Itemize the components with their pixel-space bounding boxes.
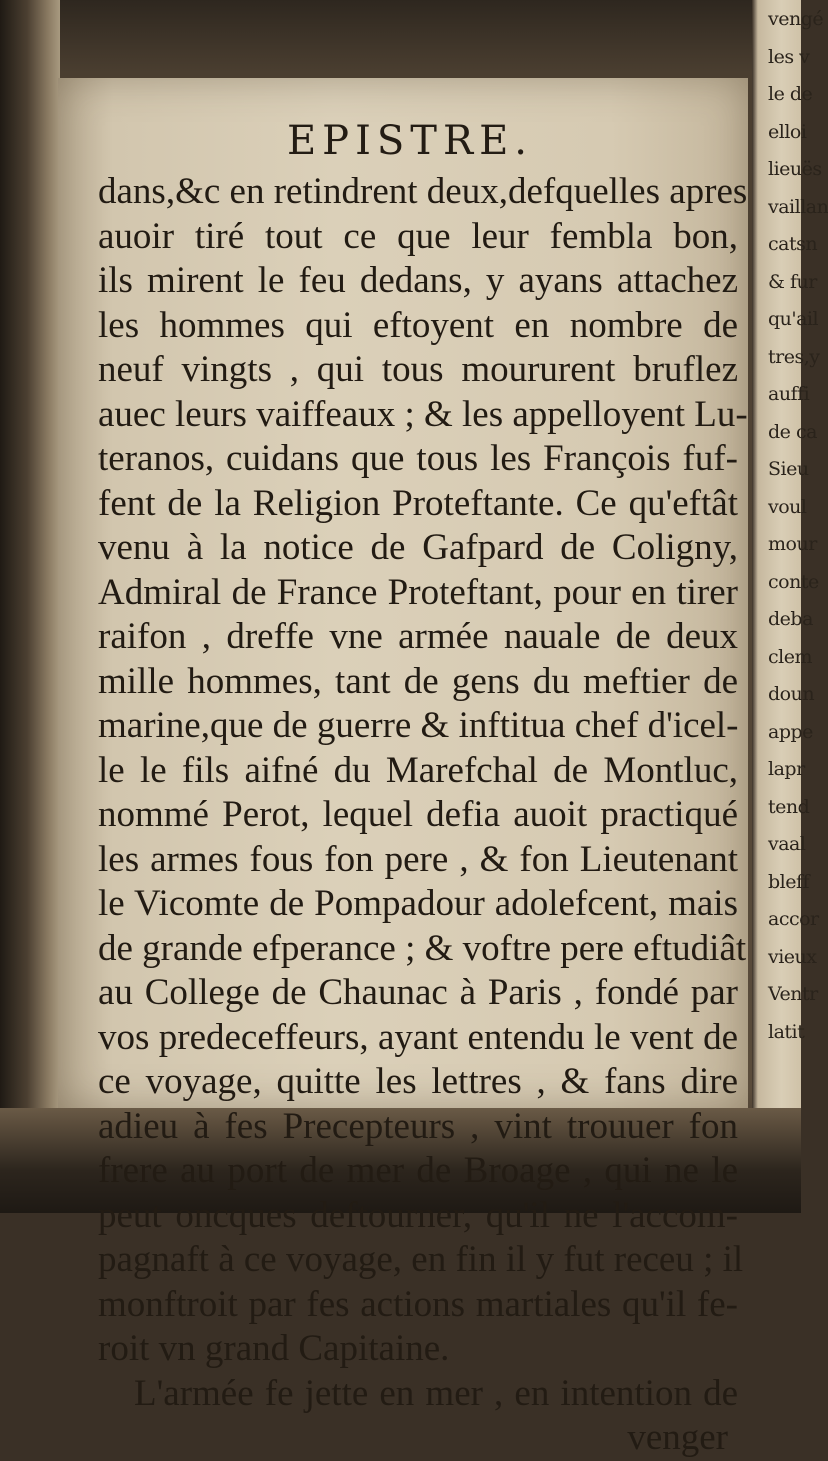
text-line: L'armée fe jette en mer , en intention de (134, 1372, 738, 1414)
text-line: frere au port de mer de Broage , qui ne le (98, 1150, 738, 1191)
adjacent-page-fragment: Ventr (768, 983, 818, 1005)
text-line: de grande efperance ; & voftre pere eftudiât (98, 927, 747, 969)
adjacent-page-fragment: lapr (768, 758, 805, 780)
adjacent-page-fragment: latit (768, 1020, 805, 1043)
adjacent-page-fragment: doun (768, 683, 815, 705)
adjacent-page (752, 0, 828, 1213)
text-line: auoir tiré tout ce que leur fembla bon, (98, 215, 738, 257)
adjacent-page-fragment: elloi (768, 120, 807, 143)
adjacent-page-fragment: les v (768, 45, 810, 68)
text-line: dans,&c en retindrent deux,defquelles apres (98, 171, 748, 212)
text-line: Admiral de France Proteftant, pour en tirer (98, 571, 738, 613)
adjacent-page-fragment: vaal (768, 833, 806, 855)
adjacent-page-fragment: & fur (768, 270, 817, 293)
adjacent-page-fragment: accor (768, 908, 819, 930)
text-line: pagnaft à ce voyage, en fin il y fut receu ; il (98, 1239, 744, 1280)
adjacent-page-fragment: le de (768, 83, 813, 105)
text-line: roit vn grand Capitaine. (98, 1328, 450, 1369)
text-line: vos predeceffeurs, ayant entendu le vent de (98, 1016, 738, 1058)
text-line: raifon , dreffe vne armée nauale de deux (98, 616, 738, 657)
adjacent-page-fragment: lieuës (768, 158, 822, 180)
text-line: ce voyage, quitte les lettres , & fans dire (98, 1061, 738, 1102)
text-line: le le fils aifné du Marefchal de Montluc, (98, 749, 738, 791)
text-line: teranos, cuidans que tous les François fuf- (98, 438, 738, 479)
adjacent-page-fragment: qu'ail (768, 308, 819, 330)
adjacent-page-fragment: catsn (768, 233, 818, 255)
body-text (98, 170, 748, 1461)
text-line: mille hommes, tant de gens du meftier de (98, 660, 738, 702)
text-line: peut oncques deftourner, qu'il ne l'accom- (98, 1194, 738, 1236)
adjacent-page-fragment: deba (768, 608, 813, 630)
text-line: au College de Chaunac à Paris , fondé par (98, 972, 738, 1013)
adjacent-page-fragment: de ca (768, 420, 817, 443)
text-line: marine,que de guerre & inftitua chef d'icel- (98, 705, 739, 746)
adjacent-page-fragment: appe (768, 720, 813, 743)
text-line: adieu à fes Precepteurs , vint trouuer fon (98, 1105, 738, 1147)
text-line: auec leurs vaiffeaux ; & les appelloyent Lu- (98, 393, 748, 435)
adjacent-page-fragment: bleff (768, 870, 810, 893)
adjacent-page-fragment: vaillan (768, 195, 828, 218)
adjacent-page-fragment: voul (768, 495, 807, 518)
text-line: nommé Perot, lequel defia auoit practiqué (98, 794, 738, 835)
text-line: neuf vingts , qui tous moururent bruflez (98, 349, 738, 390)
text-line: venu à la notice de Gafpard de Coligny, (98, 527, 738, 568)
catchword: venger (627, 1417, 728, 1458)
book-gutter (0, 0, 60, 1213)
adjacent-page-fragment: tend (768, 795, 810, 818)
adjacent-page-fragment: tres,y (768, 345, 820, 368)
adjacent-page-fragment: vengé (768, 8, 824, 30)
adjacent-page-fragment: mour (768, 533, 817, 555)
adjacent-page-fragment: conte (768, 570, 819, 593)
adjacent-page-fragment: vieux (768, 945, 817, 968)
text-line: fent de la Religion Proteftante. Ce qu'eftât (98, 482, 738, 524)
text-line: ils mirent le feu dedans, y ayans attachez (98, 260, 738, 301)
text-line: les hommes qui eftoyent en nombre de (98, 304, 738, 346)
text-line: le Vicomte de Pompadour adolefcent, mais (98, 883, 738, 924)
adjacent-page-fragment: Sieu (768, 458, 809, 480)
text-line: les armes fous fon pere , & fon Lieutenant (98, 838, 738, 880)
adjacent-page-fragment: clem (768, 645, 812, 668)
running-head: EPISTRE. (286, 118, 534, 164)
text-line: monftroit par fes actions martiales qu'il fe- (98, 1283, 738, 1325)
adjacent-page-fragment: auffi (768, 383, 810, 405)
